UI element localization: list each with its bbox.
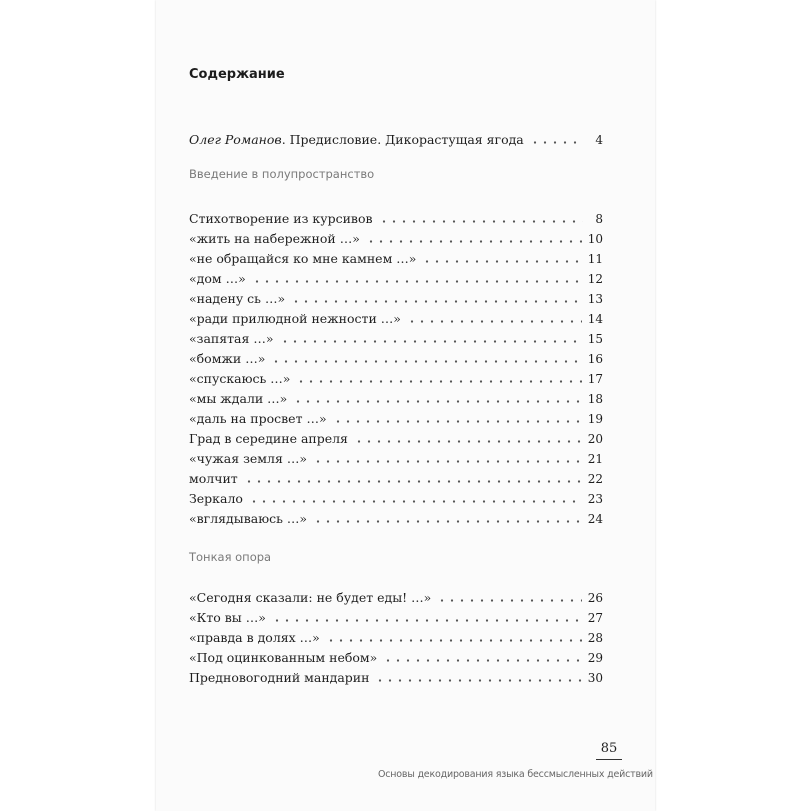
toc-entry-page: 16: [587, 352, 603, 366]
toc-entry: [189, 644, 603, 664]
preface-title: . Предисловие. Дикорастущая ягода: [281, 131, 524, 147]
dot-leader: [379, 220, 583, 223]
page-number: 85: [596, 741, 622, 760]
dot-leader: [252, 280, 582, 283]
toc-entry-title: «бомжи …»: [189, 350, 266, 366]
toc-entry-page: 22: [587, 472, 603, 486]
dot-leader: [366, 240, 582, 243]
toc-entry-title: «надену сь …»: [189, 290, 286, 306]
toc-entry-page: 24: [587, 512, 603, 526]
toc-entry-title: «вглядываюсь …»: [189, 510, 308, 526]
toc-entry: [189, 265, 603, 285]
toc-entry: [189, 205, 603, 225]
toc-entry-title: «не обращайся ко мне камнем …»: [189, 250, 417, 266]
toc-entry: [189, 285, 603, 305]
dot-leader: [333, 420, 582, 423]
dot-leader: [313, 460, 582, 463]
toc-entry-page: 21: [587, 452, 603, 466]
toc-entry-title: Зеркало: [189, 490, 243, 506]
dot-leader: [354, 440, 582, 443]
toc-entry-page: 10: [587, 232, 603, 246]
toc-entry-page: 11: [587, 252, 603, 266]
toc-entry-page: 12: [587, 272, 603, 286]
toc-entry: [189, 445, 603, 465]
toc-entry-page: 14: [587, 312, 603, 326]
toc-entry: [189, 305, 603, 325]
dot-leader: [244, 480, 582, 483]
toc-heading: Содержание: [189, 67, 285, 82]
toc-entry-page: 8: [595, 212, 603, 226]
toc-entry-title: «запятая …»: [189, 330, 274, 346]
toc-entry-title: «жить на набережной …»: [189, 230, 360, 246]
toc-entry: [189, 505, 603, 525]
toc-entry-title: молчит: [189, 470, 238, 486]
toc-entry-title: «правда в долях …»: [189, 629, 320, 645]
toc-entry-page: 28: [587, 631, 603, 645]
dot-leader: [272, 619, 582, 622]
dot-leader: [313, 520, 582, 523]
toc-entry: [189, 604, 603, 624]
dot-leader: [530, 141, 583, 144]
toc-entry-page: 27: [587, 611, 603, 625]
toc-entry: [189, 405, 603, 425]
toc-entry-title: [189, 131, 524, 147]
toc-entry-title: «Под оцинкованным небом»: [189, 649, 378, 665]
toc-entry: [189, 624, 603, 644]
toc-entry-page: 15: [587, 332, 603, 346]
toc-entry-page: 30: [587, 671, 603, 685]
dot-leader: [249, 500, 582, 503]
dot-leader: [280, 340, 582, 343]
dot-leader: [291, 300, 582, 303]
dot-leader: [271, 360, 581, 363]
dot-leader: [293, 400, 581, 403]
toc-entry-title: «Сегодня сказали: не будет еды! …»: [189, 589, 432, 605]
toc-entry: [189, 345, 603, 365]
toc-entry-page: 20: [587, 432, 603, 446]
toc-entry-title: «ради прилюдной нежности …»: [189, 310, 401, 326]
dot-leader: [422, 260, 581, 263]
toc-entry-page: 17: [587, 372, 603, 386]
toc-entry: [189, 485, 603, 505]
toc-entry: [189, 385, 603, 405]
toc-entry-title: Стихотворение из курсивов: [189, 210, 373, 226]
toc-entry-preface: [189, 126, 603, 146]
toc-entry-title: Град в середине апреля: [189, 430, 348, 446]
dot-leader: [326, 639, 582, 642]
toc-entry: [189, 245, 603, 265]
toc-entry: [189, 465, 603, 485]
preface-author: Олег Романов: [189, 131, 282, 147]
toc-entry: [189, 225, 603, 245]
dot-leader: [437, 599, 581, 602]
toc-entry-page: 13: [587, 292, 603, 306]
toc-entry-page: 4: [595, 133, 603, 147]
toc-entry-title: «мы ждали …»: [189, 390, 288, 406]
toc-entry-page: 19: [587, 412, 603, 426]
toc-entry: [189, 425, 603, 445]
toc-entry: [189, 664, 603, 684]
toc-entry: [189, 325, 603, 345]
toc-entry: [189, 365, 603, 385]
toc-entry-title: «чужая земля …»: [189, 450, 307, 466]
dot-leader: [296, 380, 581, 383]
toc-entry-page: 26: [587, 591, 603, 605]
toc-entry-title: «даль на просвет …»: [189, 410, 327, 426]
dot-leader: [383, 659, 581, 662]
toc-entry-page: 23: [587, 492, 603, 506]
dot-leader: [375, 679, 581, 682]
toc-entry-page: 29: [587, 651, 603, 665]
toc-entry-title: «Кто вы …»: [189, 609, 266, 625]
toc-entry-title: «спускаюсь …»: [189, 370, 291, 386]
toc-entry-title: «дом …»: [189, 270, 246, 286]
running-footer: Основы декодирования языка бессмысленных действий: [378, 769, 653, 780]
toc-entry-page: 18: [587, 392, 603, 406]
toc-entry: [189, 584, 603, 604]
section-title: Введение в полупространство: [189, 167, 375, 181]
dot-leader: [407, 320, 582, 323]
section-title: Тонкая опора: [189, 550, 272, 564]
toc-entry-title: Предновогодний мандарин: [189, 669, 370, 685]
